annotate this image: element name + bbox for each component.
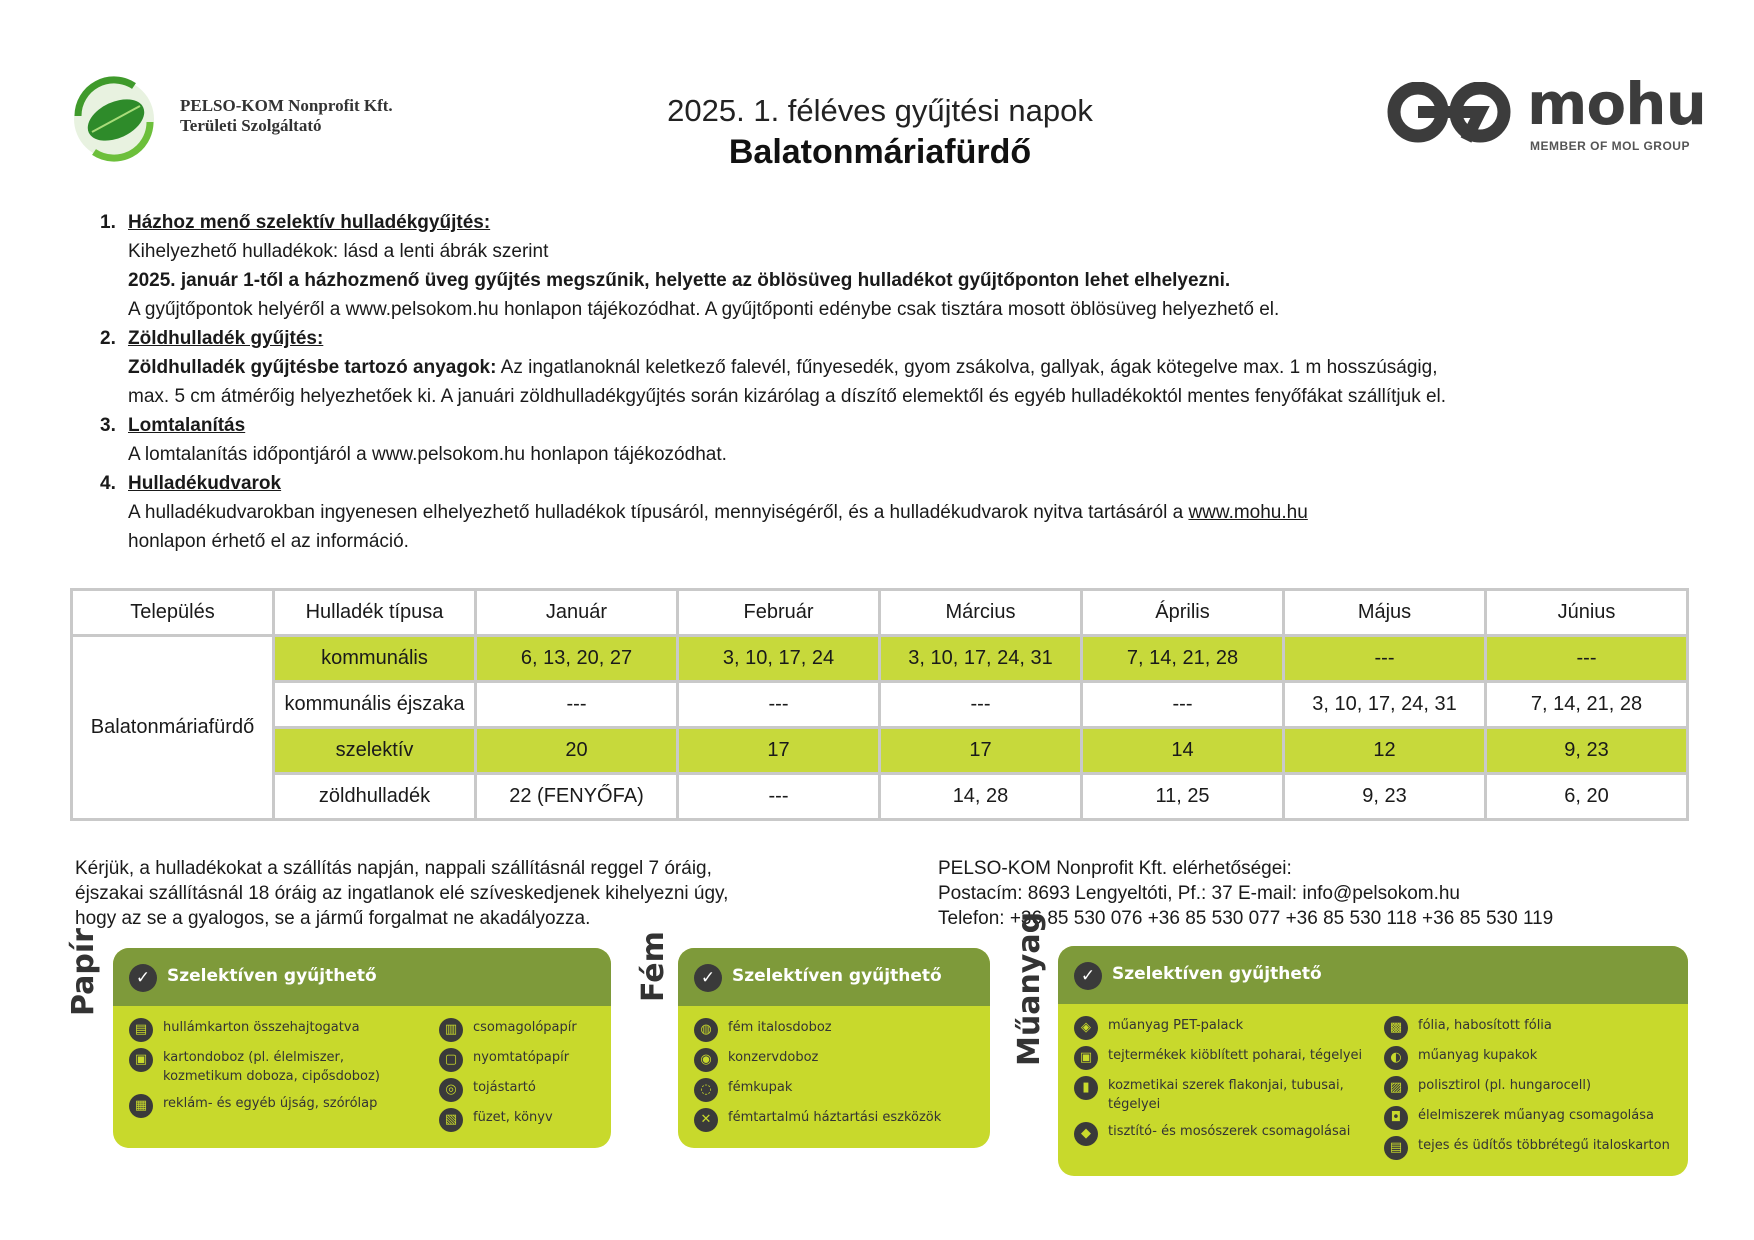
- settlement-cell: Balatonmáriafürdő: [73, 637, 272, 818]
- list-item: ✕ fémtartalmú háztartási eszközök: [694, 1108, 974, 1127]
- list-item: ◌ fémkupak: [694, 1078, 974, 1108]
- list-item: ▥ csomagolópapír: [439, 1018, 609, 1048]
- section-text: Az ingatlanoknál keletkező falevél, fűnyesedék, gyom zsákolva, gallyak, ágak kötegelve max. 1 m hosszúságig,: [496, 357, 1438, 378]
- date-cell: 6, 13, 20, 27: [477, 637, 676, 680]
- list-item: ▣ tejtermékek kiöblített poharai, tégelyei: [1074, 1046, 1364, 1076]
- card-title: Szelektíven gyűjthető: [732, 966, 942, 986]
- list-item: ◈ műanyag PET-palack: [1074, 1016, 1364, 1046]
- section-heading: Hulladékudvarok: [128, 473, 282, 494]
- section-text: A lomtalanítás időpontjáról a www.pelsokom.hu honlapon tájékozódhat.: [128, 444, 727, 465]
- date-cell: 17: [679, 729, 878, 772]
- waste-type-cell: szelektív: [275, 729, 474, 772]
- contact-info: [938, 856, 1718, 931]
- date-cell: 20: [477, 729, 676, 772]
- section-heading: Zöldhulladék gyűjtés:: [128, 328, 324, 349]
- section-text: A gyűjtőpontok helyéről a www.pelsokom.hu honlapon tájékozódhat. A gyűjtőponti edénybe csak tisztára mosott öblösüveg helyezhető el.: [128, 299, 1280, 320]
- header-cell: Január: [477, 591, 676, 634]
- plastic-card: [1058, 946, 1688, 1176]
- section-number: 2.: [100, 328, 116, 349]
- list-item: ◐ műanyag kupakok: [1384, 1046, 1674, 1076]
- date-cell: ---: [679, 683, 878, 726]
- contact-line: Postacím: 8693 Lengyeltóti, Pf.: 37 E-mail: info@pelsokom.hu: [938, 883, 1460, 904]
- mohu-tagline: MEMBER OF MOL GROUP: [1530, 139, 1690, 153]
- list-item: ◍ fém italosdoboz: [694, 1018, 974, 1048]
- date-cell: 17: [881, 729, 1080, 772]
- list-item: ▤ tejes és üdítős többrétegű italoskarton: [1384, 1136, 1674, 1155]
- list-item: ◎ tojástartó: [439, 1078, 609, 1108]
- date-cell: 7, 14, 21, 28: [1487, 683, 1686, 726]
- org-subtitle: Területi Szolgáltató: [180, 116, 322, 135]
- check-icon: ✓: [1074, 962, 1102, 990]
- section-text: honlapon érhető el az információ.: [128, 531, 409, 552]
- newspaper-icon: ▦: [129, 1094, 153, 1118]
- date-cell: 11, 25: [1083, 775, 1282, 818]
- paper-card: [113, 948, 611, 1148]
- mohu-wordmark: mohu: [1527, 70, 1706, 138]
- date-cell: ---: [881, 683, 1080, 726]
- printer-paper-icon: ▢: [439, 1048, 463, 1072]
- note-line: hogy az se a gyalogos, se a jármű forgalmat ne akadályozza.: [75, 908, 591, 929]
- section-number: 1.: [100, 212, 116, 233]
- metal-label: Fém: [636, 931, 671, 1002]
- carton-icon: ▤: [1384, 1136, 1408, 1160]
- date-cell: 3, 10, 17, 24: [679, 637, 878, 680]
- waste-type-cell: kommunális éjszaka: [275, 683, 474, 726]
- list-item: ◆ tisztító- és mosószerek csomagolásai: [1074, 1122, 1364, 1141]
- list-item: ▨ polisztirol (pl. hungarocell): [1384, 1076, 1674, 1106]
- cosmetic-bottle-icon: ▮: [1074, 1076, 1098, 1100]
- bottle-icon: ◈: [1074, 1016, 1098, 1040]
- can-icon: ◍: [694, 1018, 718, 1042]
- recycle-leaf-icon: [64, 76, 164, 162]
- date-cell: ---: [1083, 683, 1282, 726]
- header-cell: Március: [881, 591, 1080, 634]
- header-cell: Április: [1083, 591, 1282, 634]
- section-heading: Házhoz menő szelektív hulladékgyűjtés:: [128, 212, 491, 233]
- section-lead: Zöldhulladék gyűjtésbe tartozó anyagok:: [128, 357, 497, 378]
- section-text: max. 5 cm átmérőig helyezhetőek ki. A januári zöldhulladékgyűjtés során kizárólag a díszítő elemektől és egyéb hulladékoktól mentes fenyőfákat szállítjuk el.: [128, 386, 1447, 407]
- metal-card: [678, 948, 990, 1148]
- title-period: 2025. 1. féléves gyűjtési napok: [667, 93, 1093, 128]
- info-list: [100, 208, 1680, 556]
- list-item: ▦ reklám- és egyéb újság, szórólap: [129, 1094, 399, 1113]
- info-section-green: [100, 324, 1680, 411]
- mohu-logo: [1382, 70, 1706, 158]
- plastic-cap-icon: ◐: [1384, 1046, 1408, 1070]
- card-title: Szelektíven gyűjthető: [167, 966, 377, 986]
- date-cell: ---: [1487, 637, 1686, 680]
- list-item: ▤ hullámkarton összehajtogatva: [129, 1018, 399, 1048]
- date-cell: ---: [1285, 637, 1484, 680]
- mohu-link[interactable]: www.mohu.hu: [1188, 502, 1308, 523]
- list-item: ▧ füzet, könyv: [439, 1108, 609, 1127]
- table-header-row: [73, 591, 1686, 634]
- section-number: 4.: [100, 473, 116, 494]
- pelsokom-logo: [64, 76, 424, 160]
- list-item: ▣ kartondoboz (pl. élelmiszer, kozmetikum doboza, cipősdoboz): [129, 1048, 399, 1094]
- date-cell: ---: [679, 775, 878, 818]
- header-cell: Település: [73, 591, 272, 634]
- section-text: Kihelyezhető hulladékok: lásd a lenti ábrák szerint: [128, 241, 549, 262]
- plastic-label: Műanyag: [1012, 911, 1047, 1066]
- foil-icon: ▩: [1384, 1016, 1408, 1040]
- header-cell: Június: [1487, 591, 1686, 634]
- waste-type-cell: zöldhulladék: [275, 775, 474, 818]
- section-text-bold: 2025. január 1-től a házhozmenő üveg gyűjtés megszűnik, helyette az öblösüveg hulladékot gyűjtőponton lehet elhelyezni.: [128, 270, 1231, 291]
- section-text: A hulladékudvarokban ingyenesen elhelyezhető hulladékok típusáról, mennyiségéről, és a hulladékudvarok nyitva tartásáról a: [128, 502, 1189, 523]
- info-section-yards: [100, 469, 1680, 556]
- check-icon: ✓: [129, 964, 157, 992]
- list-item: ◉ konzervdoboz: [694, 1048, 974, 1078]
- card-title: Szelektíven gyűjthető: [1112, 964, 1322, 984]
- note-line: éjszakai szállításnál 18 óráig az ingatlanok elé szíveskedjenek kihelyezni úgy,: [75, 883, 729, 904]
- paper-label: Papír: [66, 928, 101, 1016]
- date-cell: 9, 23: [1285, 775, 1484, 818]
- note-line: Kérjük, a hulladékokat a szállítás napján, nappali szállításnál reggel 7 óráig,: [75, 858, 712, 879]
- table-row: [73, 775, 1686, 818]
- page-title: [560, 92, 1200, 174]
- cardboard-icon: ▤: [129, 1018, 153, 1042]
- egg-tray-icon: ◎: [439, 1078, 463, 1102]
- table-row: [73, 683, 1686, 726]
- table-row: [73, 637, 1686, 680]
- info-section-selective: [100, 208, 1680, 324]
- table-row: [73, 729, 1686, 772]
- section-heading: Lomtalanítás: [128, 415, 246, 436]
- date-cell: 6, 20: [1487, 775, 1686, 818]
- date-cell: 12: [1285, 729, 1484, 772]
- section-number: 3.: [100, 415, 116, 436]
- waste-type-cell: kommunális: [275, 637, 474, 680]
- card-header: [113, 948, 611, 1006]
- list-item: ◘ élelmiszerek műanyag csomagolása: [1384, 1106, 1674, 1136]
- box-icon: ▣: [129, 1048, 153, 1072]
- card-header: [678, 948, 990, 1006]
- date-cell: 22 (FENYŐFA): [477, 775, 676, 818]
- header-cell: Hulladék típusa: [275, 591, 474, 634]
- title-settlement: Balatonmáriafürdő: [728, 133, 1032, 171]
- header-cell: Május: [1285, 591, 1484, 634]
- placement-note: [75, 856, 875, 931]
- detergent-icon: ◆: [1074, 1122, 1098, 1146]
- tools-icon: ✕: [694, 1108, 718, 1132]
- list-item: ▮ kozmetikai szerek flakonjai, tubusai, tégelyei: [1074, 1076, 1364, 1122]
- date-cell: 14, 28: [881, 775, 1080, 818]
- food-packaging-icon: ◘: [1384, 1106, 1408, 1130]
- mohu-mark-icon: [1382, 82, 1522, 152]
- cap-icon: ◌: [694, 1078, 718, 1102]
- list-item: ▢ nyomtatópapír: [439, 1048, 609, 1078]
- date-cell: 7, 14, 21, 28: [1083, 637, 1282, 680]
- header-cell: Február: [679, 591, 878, 634]
- contact-line: Telefon: +36 85 530 076 +36 85 530 077 +36 85 530 118 +36 85 530 119: [938, 908, 1554, 929]
- date-cell: 9, 23: [1487, 729, 1686, 772]
- list-item: ▩ fólia, habosított fólia: [1384, 1016, 1674, 1046]
- wrapping-paper-icon: ▥: [439, 1018, 463, 1042]
- info-section-bulky: [100, 411, 1680, 469]
- book-icon: ▧: [439, 1108, 463, 1132]
- schedule-table: [70, 588, 1689, 821]
- tin-can-icon: ◉: [694, 1048, 718, 1072]
- date-cell: ---: [477, 683, 676, 726]
- contact-line: PELSO-KOM Nonprofit Kft. elérhetőségei:: [938, 858, 1292, 879]
- cup-icon: ▣: [1074, 1046, 1098, 1070]
- org-name: PELSO-KOM Nonprofit Kft.: [180, 96, 393, 115]
- date-cell: 14: [1083, 729, 1282, 772]
- check-icon: ✓: [694, 964, 722, 992]
- card-header: [1058, 946, 1688, 1004]
- date-cell: 3, 10, 17, 24, 31: [1285, 683, 1484, 726]
- date-cell: 3, 10, 17, 24, 31: [881, 637, 1080, 680]
- polystyrene-icon: ▨: [1384, 1076, 1408, 1100]
